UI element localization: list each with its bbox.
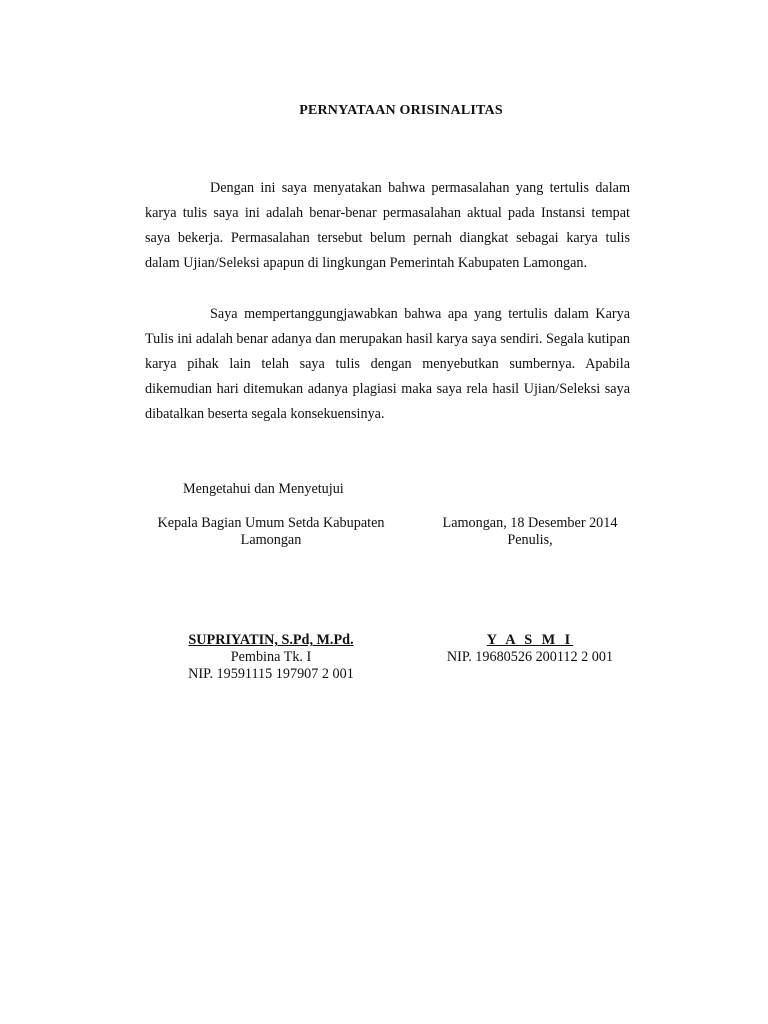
paragraph-responsibility: Saya mempertanggungjawabkan bahwa apa yang tertulis dalam Karya Tulis ini adalah benar adanya dan merupakan hasil karya saya sendiri. Segala kutipan karya pihak lain telah saya tulis dengan menyebutkan sumbernya. Apabila dikemudian hari ditemukan adanya plagiasi maka saya rela hasil Ujian/Seleksi saya dibatalkan beserta segala konsekuensinya. [145, 306, 630, 422]
document-title: PERNYATAAN ORISINALITAS [299, 103, 503, 118]
left-signatory [140, 632, 402, 683]
right-signatory-nip: NIP. 19680526 200112 2 001 [446, 649, 614, 665]
left-signatory-position [140, 515, 402, 549]
position-line-1: Kepala Bagian Umum Setda Kabupaten [157, 515, 385, 531]
right-signatory-header [420, 515, 640, 549]
left-signatory-rank: Pembina Tk. I [230, 649, 312, 665]
left-signatory-nip: NIP. 19591115 197907 2 001 [188, 666, 354, 682]
approval-label: Mengetahui dan Menyetujui [183, 481, 344, 497]
left-signatory-name: SUPRIYATIN, S.Pd, M.Pd. [188, 632, 354, 648]
right-signatory-name: Y A S M I [486, 632, 574, 648]
place-date: Lamongan, 18 Desember 2014 [442, 515, 618, 531]
position-line-2: Lamongan [240, 532, 302, 548]
right-signatory [420, 632, 640, 666]
writer-role: Penulis, [507, 532, 553, 548]
paragraph-statement: Dengan ini saya menyatakan bahwa permasalahan yang tertulis dalam karya tulis saya ini adalah benar-benar permasalahan aktual pada Instansi tempat saya bekerja. Permasalahan tersebut belum pernah diangkat sebagai karya tulis dalam Ujian/Seleksi apapun di lingkungan Pemerintah Kabupaten Lamongan. [145, 180, 630, 271]
